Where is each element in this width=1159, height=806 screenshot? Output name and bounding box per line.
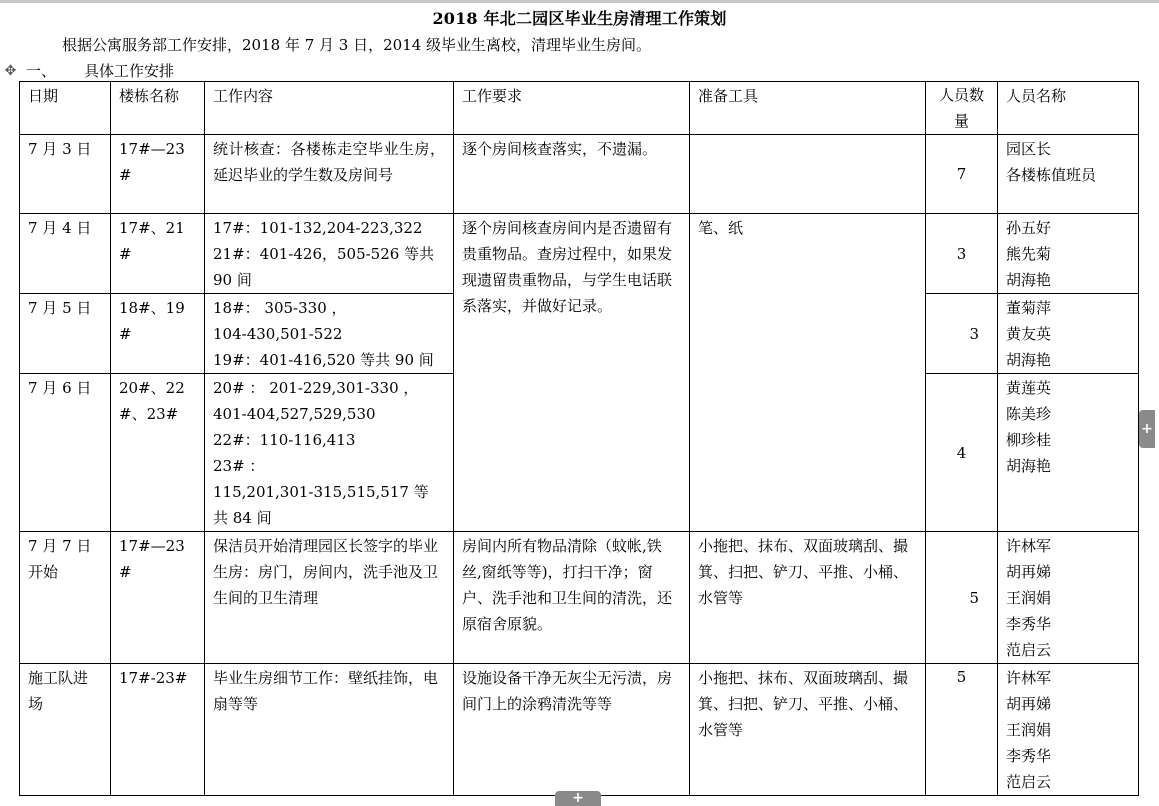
cell-count: 5 (926, 532, 998, 664)
bottom-add-row-plus-icon[interactable]: + (555, 791, 601, 806)
person-name: 胡海艳 (1006, 271, 1052, 289)
header-count: 人员数量 (926, 82, 998, 135)
cell-requirement-shared: 逐个房间核查房间内是否遗留有贵重物品。查房过程中，如果发现遗留贵重物品，与学生电话联系落实，并做好记录。 (454, 214, 690, 532)
person-name: 园区长 (1006, 140, 1052, 158)
cell-date: 7 月 4 日 (20, 214, 111, 294)
cell-tools (690, 135, 926, 214)
cell-count: 7 (926, 135, 998, 214)
person-name: 黄莲英 (1006, 379, 1052, 397)
intro-paragraph: 根据公寓服务部工作安排，2018 年 7 月 3 日，2014 级毕业生离校，清理毕业生房间。 (62, 36, 652, 54)
person-name: 胡海艳 (1006, 351, 1052, 369)
person-name: 李秀华 (1006, 747, 1052, 765)
person-name: 黄友英 (1006, 325, 1052, 343)
person-name: 许林军 (1006, 537, 1052, 555)
cell-date: 7 月 5 日 (20, 294, 111, 374)
person-name: 胡再娣 (1006, 695, 1052, 713)
header-date: 日期 (20, 82, 111, 135)
cell-names (998, 214, 1139, 294)
cell-requirement: 设施设备干净无灰尘无污渍，房间门上的涂鸦清洗等等 (454, 664, 690, 796)
cell-tools-shared: 笔、纸 (690, 214, 926, 532)
person-name: 李秀华 (1006, 615, 1052, 633)
cell-content: 保洁员开始清理园区长签字的毕业生房：房门，房间内，洗手池及卫生间的卫生清理 (205, 532, 454, 664)
person-name: 胡海艳 (1006, 457, 1052, 475)
cell-building: 17#、21# (111, 214, 205, 294)
document-title: 2018 年北二园区毕业生房清理工作策划 (432, 9, 727, 28)
person-name: 许林军 (1006, 669, 1052, 687)
cell-requirement: 房间内所有物品清除（蚊帐,铁丝,窗纸等等)，打扫干净；窗户、洗手池和卫生间的清洗，还原宿舍原貌。 (454, 532, 690, 664)
cell-content: 17#：101-132,204-223,322 21#：401-426，505-526 等共 90 间 (205, 214, 454, 294)
person-name: 孙五好 (1006, 219, 1052, 237)
cell-content: 20# ： 201-229,301-330 ， 401-404,527,529,530 22#：110-116,413 23# ： 115,201,301-315,515,517 等 共 84 间 (205, 374, 454, 532)
cell-count: 3 (926, 294, 998, 374)
header-requirement: 工作要求 (454, 82, 690, 135)
cell-names (998, 532, 1139, 664)
cell-building: 18#、19# (111, 294, 205, 374)
work-plan-table (19, 81, 1139, 796)
person-name: 胡再娣 (1006, 563, 1052, 581)
section-heading (26, 60, 174, 81)
section-label: 具体工作安排 (84, 62, 175, 80)
person-name: 董菊萍 (1006, 299, 1052, 317)
cell-names (998, 374, 1139, 532)
header-building: 楼栋名称 (111, 82, 205, 135)
header-content: 工作内容 (205, 82, 454, 135)
table-row (20, 532, 1139, 664)
person-name: 王润娟 (1006, 589, 1052, 607)
cell-names (998, 664, 1139, 796)
cell-count: 4 (926, 374, 998, 532)
section-number: 一、 (26, 62, 57, 80)
table-row (20, 135, 1139, 214)
cell-building: 17#—23# (111, 532, 205, 664)
cell-tools: 小拖把、抹布、双面玻璃刮、撮箕、扫把、铲刀、平推、小桶、水管等 (690, 532, 926, 664)
cell-tools: 小拖把、抹布、双面玻璃刮、撮箕、扫把、铲刀、平推、小桶、水管等 (690, 664, 926, 796)
person-name: 王润娟 (1006, 721, 1052, 739)
cell-date: 施工队进场 (20, 664, 111, 796)
top-ruler-line (0, 0, 1159, 3)
cell-building: 20#、22#、23# (111, 374, 205, 532)
cell-count: 3 (926, 214, 998, 294)
person-name: 范启云 (1006, 641, 1052, 659)
person-name: 范启云 (1006, 773, 1052, 791)
cell-date: 7 月 6 日 (20, 374, 111, 532)
header-tools: 准备工具 (690, 82, 926, 135)
cell-date: 7 月 7 日开始 (20, 532, 111, 664)
header-names: 人员名称 (998, 82, 1139, 135)
cell-building: 17#—23# (111, 135, 205, 214)
cell-content: 统计核查：各楼栋走空毕业生房，延迟毕业的学生数及房间号 (205, 135, 454, 214)
person-name: 陈美珍 (1006, 405, 1052, 423)
table-row (20, 664, 1139, 796)
cell-date: 7 月 3 日 (20, 135, 111, 214)
person-name: 熊先菊 (1006, 245, 1052, 263)
table-move-handle-icon[interactable]: ✥ (4, 63, 17, 79)
table-row (20, 214, 1139, 294)
cell-content: 毕业生房细节工作：壁纸挂饰，电扇等等 (205, 664, 454, 796)
person-name: 柳珍桂 (1006, 431, 1052, 449)
cell-count: 5 (926, 664, 998, 796)
person-name: 各楼栋值班员 (1006, 166, 1097, 184)
cell-content: 18#： 305-330 ， 104-430,501-522 19#：401-416,520 等共 90 间 (205, 294, 454, 374)
cell-building: 17#-23# (111, 664, 205, 796)
table-header-row (20, 82, 1139, 135)
side-expand-plus-icon[interactable]: + (1139, 410, 1155, 448)
cell-requirement: 逐个房间核查落实，不遗漏。 (454, 135, 690, 214)
cell-names (998, 135, 1139, 214)
cell-names (998, 294, 1139, 374)
